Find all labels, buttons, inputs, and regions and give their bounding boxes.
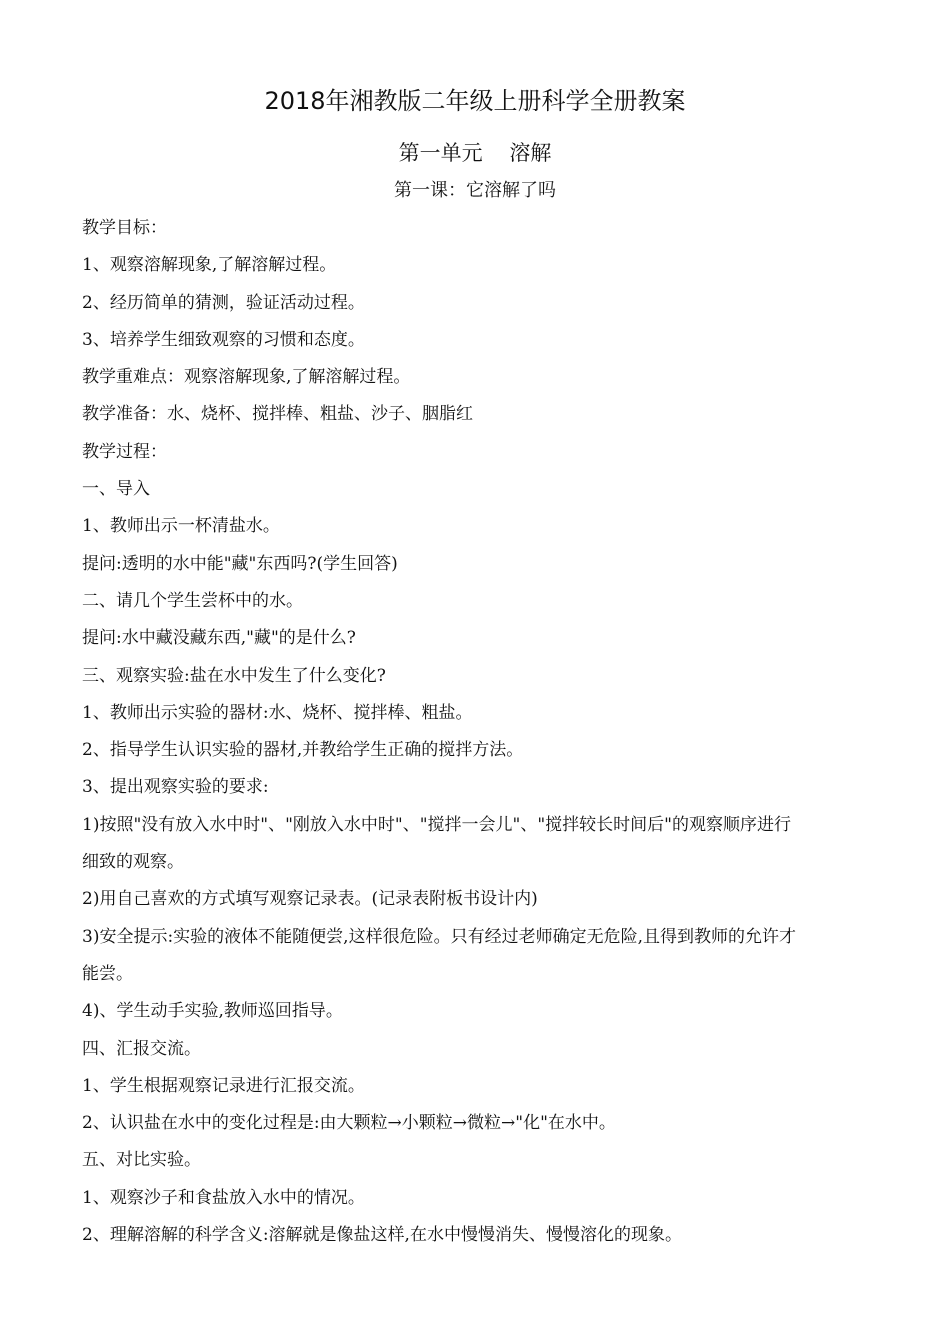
body-line: 三、观察实验:盐在水中发生了什么变化? — [82, 665, 386, 686]
body-line: 一、导入 — [82, 479, 150, 500]
body-line: 四、汇报交流。 — [82, 1038, 201, 1059]
body-line: 1、教师出示一杯清盐水。 — [82, 516, 280, 537]
body-line: 3)安全提示:实验的液体不能随便尝,这样很危险。只有经过老师确定无危险,且得到教师的允许才 — [82, 926, 796, 947]
body-line: 1、学生根据观察记录进行汇报交流。 — [82, 1075, 365, 1096]
body-line: 2、理解溶解的科学含义:溶解就是像盐这样,在水中慢慢消失、慢慢溶化的现象。 — [82, 1225, 682, 1246]
body-line: 二、请几个学生尝杯中的水。 — [82, 590, 303, 611]
body-line: 1、观察溶解现象,了解溶解过程。 — [82, 255, 337, 276]
body-line: 提问:透明的水中能"藏"东西吗?(学生回答) — [82, 553, 398, 574]
lesson-heading: 第一课：它溶解了吗 — [394, 180, 556, 201]
body-line: 3、培养学生细致观察的习惯和态度。 — [82, 329, 365, 350]
body-line: 1、观察沙子和食盐放入水中的情况。 — [82, 1187, 365, 1208]
body-line: 教学重难点：观察溶解现象,了解溶解过程。 — [82, 367, 411, 388]
body-line: 3、提出观察实验的要求: — [82, 777, 269, 798]
body-line: 能尝。 — [82, 963, 133, 984]
body-line: 细致的观察。 — [82, 852, 184, 873]
unit-heading: 第一单元 溶解 — [398, 141, 552, 165]
document-title: 2018年湘教版二年级上册科学全册教案 — [264, 87, 686, 115]
body-line: 教学过程： — [82, 441, 167, 462]
body-line: 2、指导学生认识实验的器材,并教给学生正确的搅拌方法。 — [82, 740, 524, 761]
body-line: 教学准备：水、烧杯、搅拌棒、粗盐、沙子、胭脂红 — [82, 404, 473, 425]
body-line: 1、教师出示实验的器材:水、烧杯、搅拌棒、粗盐。 — [82, 702, 473, 723]
body-line: 2、经历简单的猜测，验证活动过程。 — [82, 292, 365, 313]
body-line: 4)、学生动手实验,教师巡回指导。 — [82, 1001, 343, 1022]
body-line: 提问:水中藏没藏东西,"藏"的是什么? — [82, 628, 356, 649]
body-line: 教学目标： — [82, 218, 167, 238]
body-line: 1)按照"没有放入水中时"、"刚放入水中时"、"搅拌一会儿"、"搅拌较长时间后"的观察顺序进行 — [82, 814, 792, 835]
lesson-plan-body — [82, 210, 872, 1254]
body-line: 2、认识盐在水中的变化过程是:由大颗粒→小颗粒→微粒→"化"在水中。 — [82, 1113, 616, 1134]
body-line: 2)用自己喜欢的方式填写观察记录表。(记录表附板书设计内) — [82, 889, 538, 910]
body-line: 五、对比实验。 — [82, 1150, 201, 1171]
